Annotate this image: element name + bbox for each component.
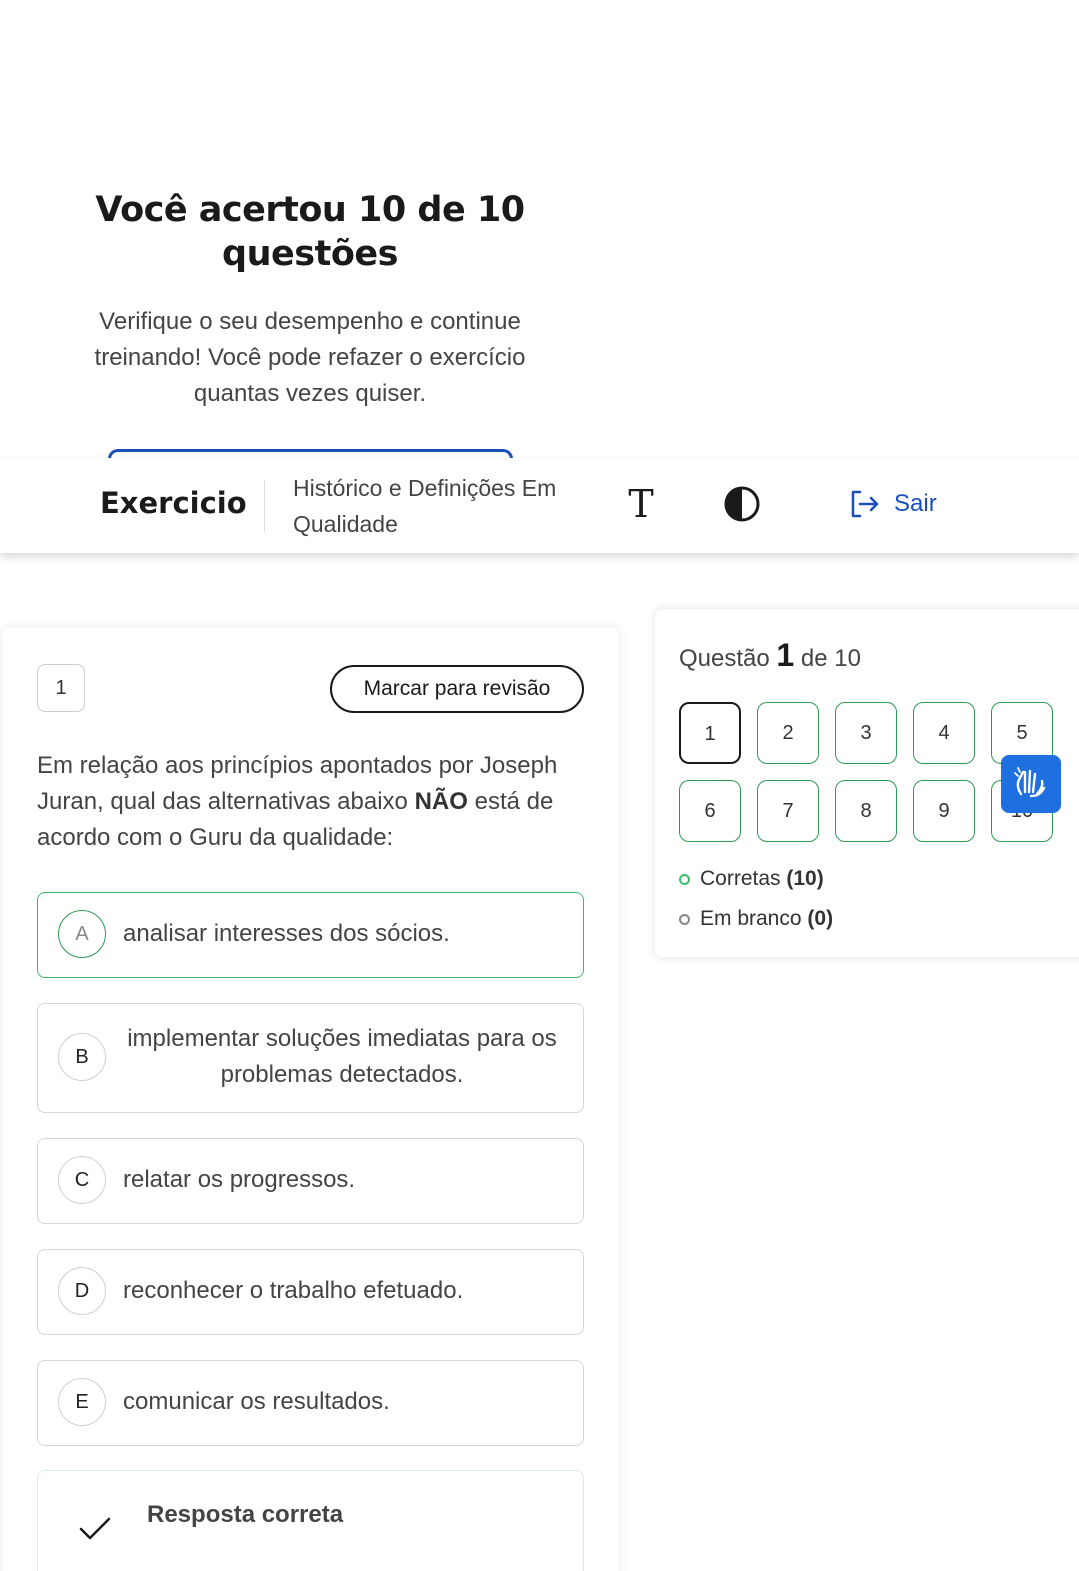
contrast-icon[interactable] (722, 484, 762, 524)
question-card (2, 628, 619, 1571)
question-text-part: Em relação aos princípios apontados por Joseph Juran, qual das alternativas abaixo (37, 752, 558, 815)
option-text: implementar soluções imediatas para os problemas detectados. (127, 1025, 557, 1088)
option-a[interactable] (37, 892, 584, 978)
legend-blank (679, 907, 833, 931)
nav-question-5[interactable]: 5 (991, 702, 1053, 764)
legend-label: Em branco (700, 907, 802, 930)
nav-question-2[interactable]: 2 (757, 702, 819, 764)
course-title: Histórico e Definições Em Qualidade (293, 475, 557, 537)
nav-question-7[interactable]: 7 (757, 780, 819, 842)
legend-count: (10) (786, 867, 824, 890)
nav-question-6[interactable]: 6 (679, 780, 741, 842)
nav-question-1[interactable]: 1 (679, 702, 741, 764)
exit-button[interactable] (846, 486, 937, 522)
option-c[interactable] (37, 1138, 584, 1224)
option-letter: C (58, 1156, 106, 1204)
option-text: analisar interesses dos sócios. (123, 920, 450, 947)
question-text-part: está de acordo com o Guru da qualidade: (37, 788, 554, 851)
question-number: 1 (37, 664, 85, 712)
sign-language-icon (1011, 764, 1051, 804)
option-letter: E (58, 1378, 106, 1426)
question-text (37, 748, 597, 856)
result-summary (40, 188, 580, 412)
brand-title: Exercicio (100, 486, 247, 520)
option-text: comunicar os resultados. (123, 1388, 390, 1415)
option-d[interactable] (37, 1249, 584, 1335)
top-bar (0, 458, 1079, 553)
answer-feedback (37, 1470, 584, 1571)
current-question-number: 1 (776, 637, 795, 673)
mark-for-review-button[interactable]: Marcar para revisão (330, 665, 584, 713)
check-icon (78, 1515, 112, 1543)
option-text: relatar os progressos. (123, 1166, 356, 1193)
blank-dot-icon (679, 914, 690, 925)
option-e[interactable] (37, 1360, 584, 1446)
exit-icon (846, 486, 882, 522)
nav-question-9[interactable]: 9 (913, 780, 975, 842)
sign-language-button[interactable] (1001, 755, 1061, 813)
navigator-title (679, 637, 861, 674)
result-title: Você acertou 10 de 10 questões (95, 190, 525, 274)
option-letter: D (58, 1267, 106, 1315)
option-letter: A (58, 910, 106, 958)
nav-question-4[interactable]: 4 (913, 702, 975, 764)
option-b[interactable] (37, 1003, 584, 1113)
correct-dot-icon (679, 874, 690, 885)
navigator-label: de 10 (794, 645, 861, 672)
navigator-label: Questão (679, 645, 777, 672)
result-subtitle: Verifique o seu desempenho e continue treinando! Você pode refazer o exercício quantas vezes quiser. (94, 308, 526, 407)
feedback-title: Resposta correta (147, 1501, 344, 1528)
question-text-emphasis: NÃO (414, 788, 468, 815)
legend-correct (679, 867, 824, 891)
option-text: reconhecer o trabalho efetuado. (123, 1277, 464, 1304)
font-size-icon[interactable]: T (628, 482, 654, 526)
option-letter: B (58, 1033, 106, 1081)
nav-question-3[interactable]: 3 (835, 702, 897, 764)
divider (264, 480, 265, 532)
nav-question-8[interactable]: 8 (835, 780, 897, 842)
legend-count: (0) (807, 907, 834, 930)
exit-label: Sair (894, 490, 937, 517)
legend-label: Corretas (700, 867, 781, 890)
